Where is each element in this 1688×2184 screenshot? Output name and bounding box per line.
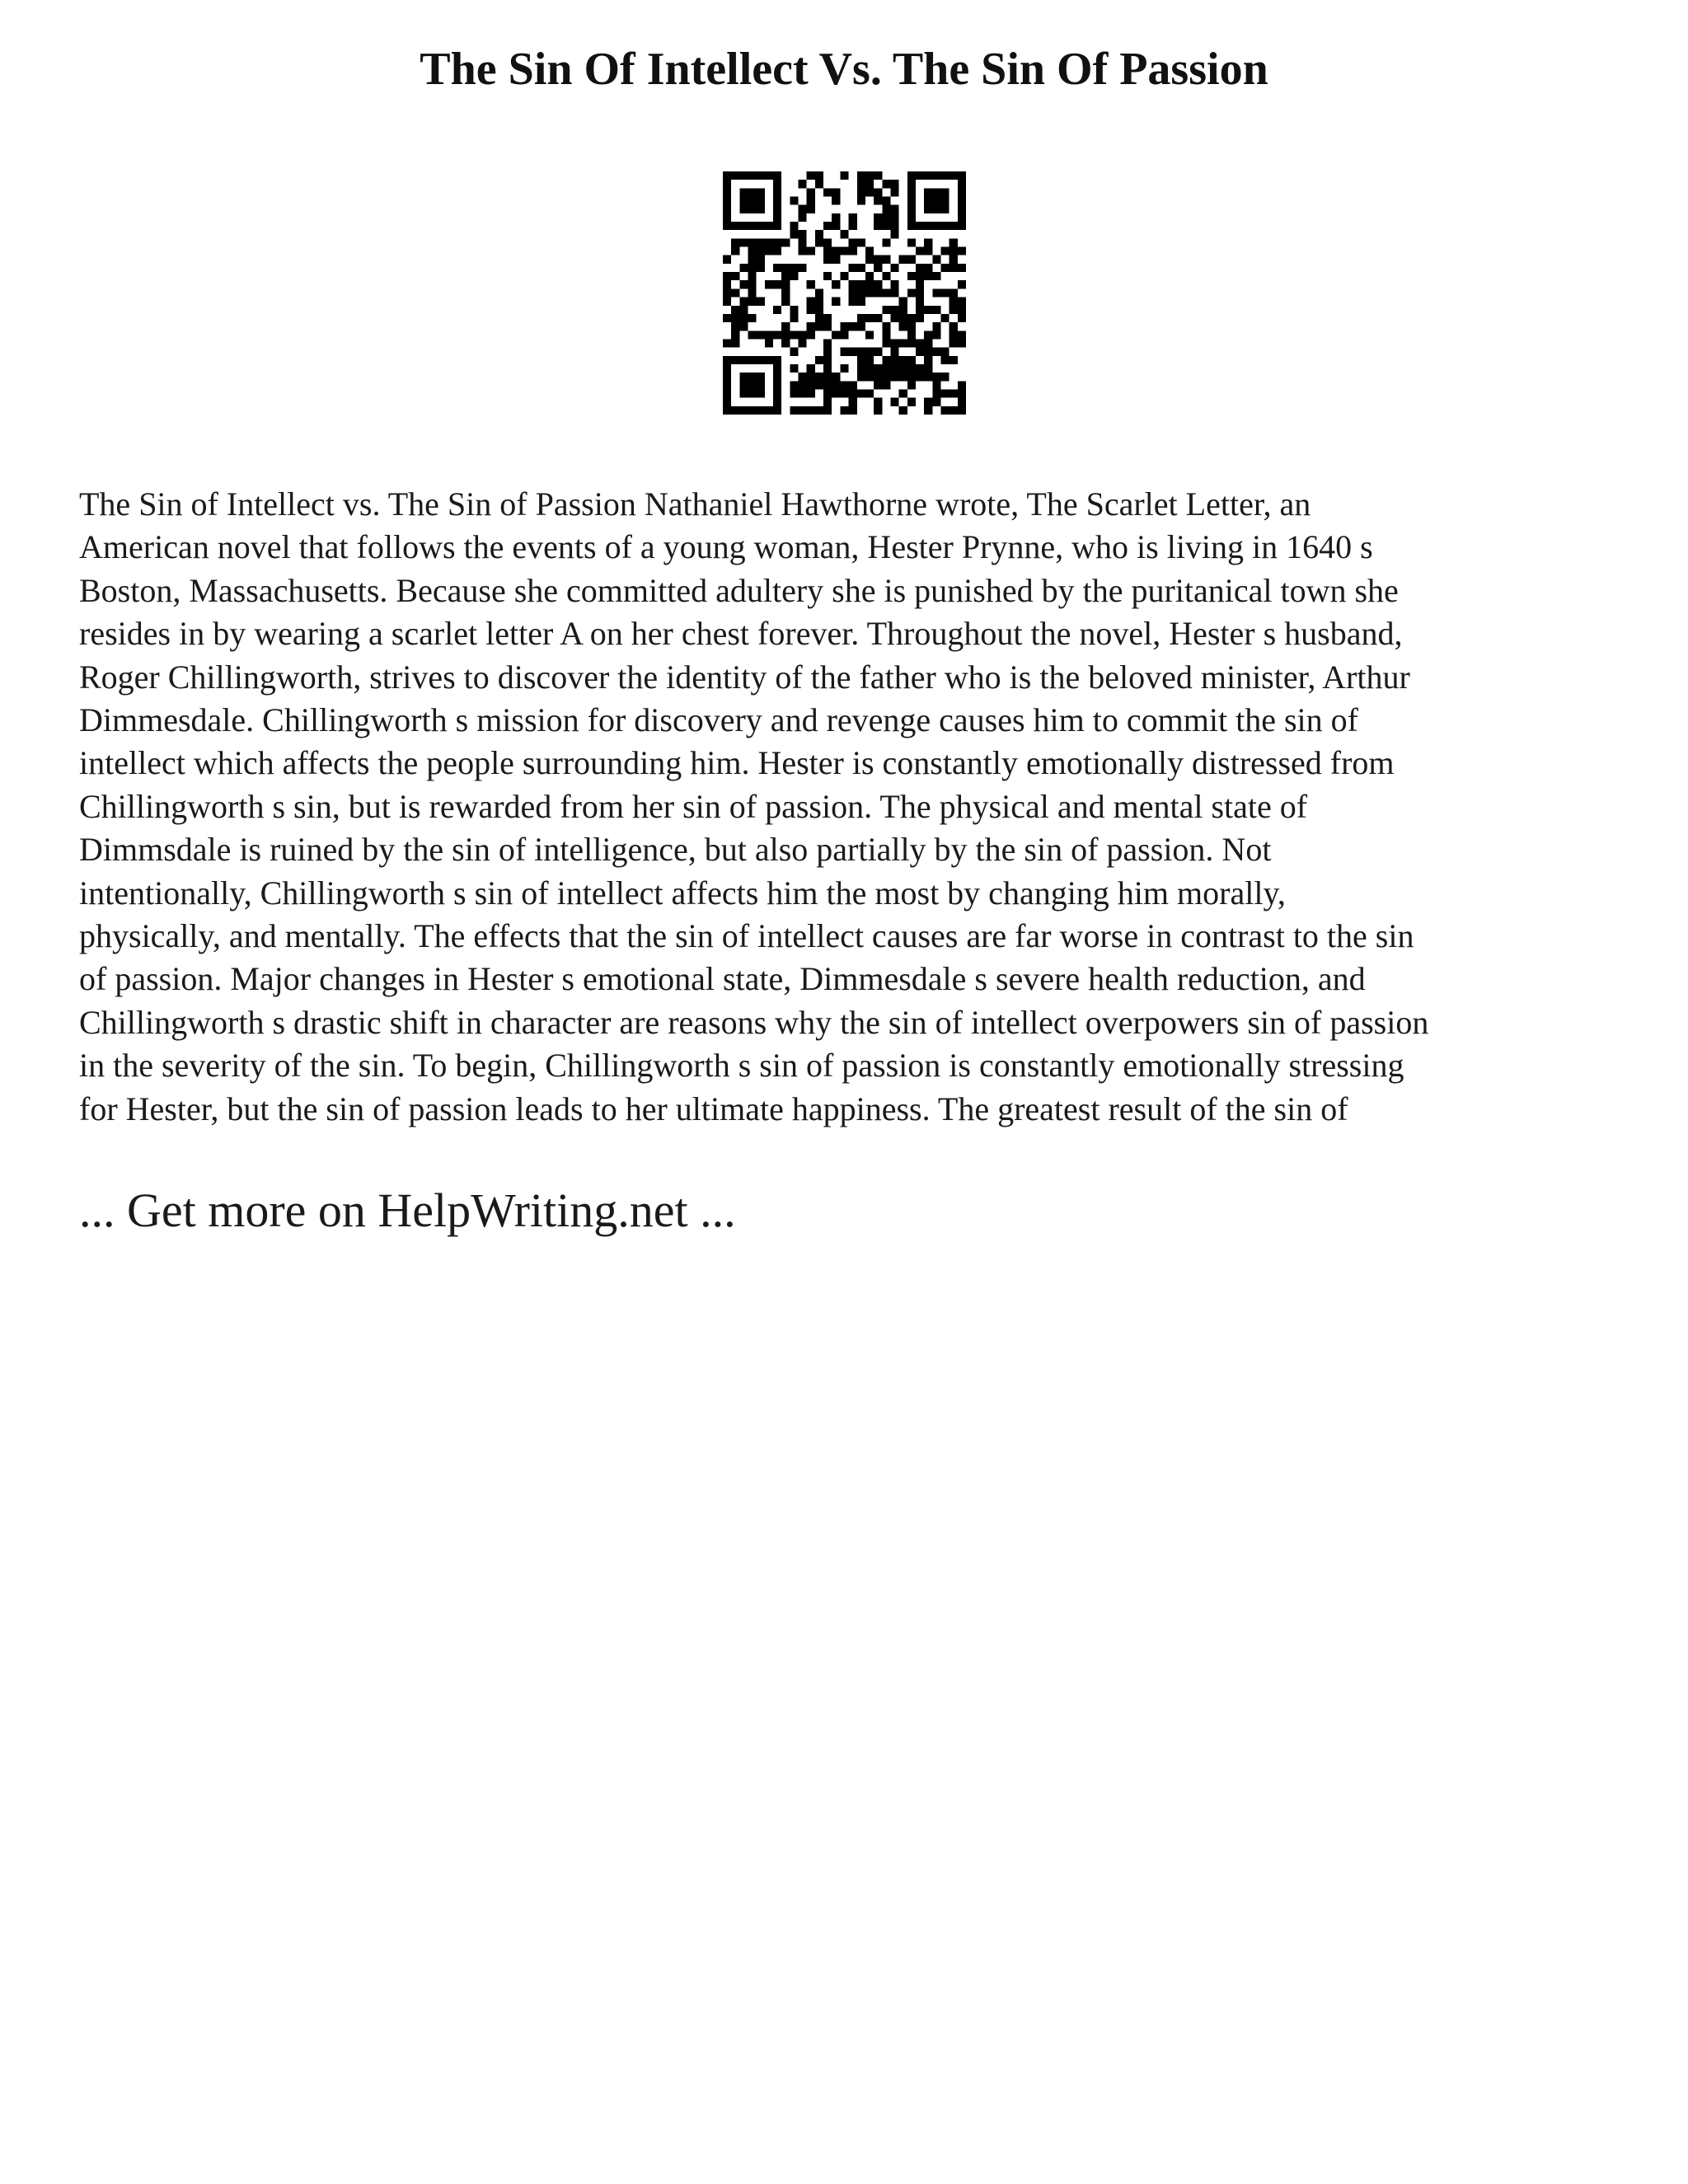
qr-code-icon	[723, 171, 966, 415]
essay-excerpt: The Sin of Intellect vs. The Sin of Passion Nathaniel Hawthorne wrote, The Scarlet Letter, an American novel that follows the events of a young woman, Hester Prynne, who is living in 1640 s Boston, Massachusetts. Because she committed adultery she is punished by the puritanical town she resides in by wearing a scarlet letter A on her chest forever. Throughout the novel, Hester s husband, Roger Chillingworth, strives to discover the identity of the father who is the beloved minister, Arthur Dimmesdale. Chillingworth s mission for discovery and revenge causes him to commit the sin of intellect which affects the people surrounding him. Hester is constantly emotionally distressed from Chillingworth s sin, but is rewarded from her sin of passion. The physical and mental state of Dimmsdale is ruined by the sin of intelligence, but also partially by the sin of passion. Not intentionally, Chillingworth s sin of intellect affects him the most by changing him morally, physically, and mentally. The effects that the sin of intellect causes are far worse in contrast to the sin of passion. Major changes in Hester s emotional state, Dimmesdale s severe health reduction, and Chillingworth s drastic shift in character are reasons why the sin of intellect overpowers sin of passion in the severity of the sin. To begin, Chillingworth s sin of passion is constantly emotionally stressing for Hester, but the sin of passion leads to her ultimate happiness. The greatest result of the sin of	[79, 485, 1429, 1127]
get-more-link[interactable]: ... Get more on HelpWriting.net ...	[79, 1183, 736, 1237]
document-title: The Sin Of Intellect Vs. The Sin Of Passion	[420, 44, 1268, 95]
